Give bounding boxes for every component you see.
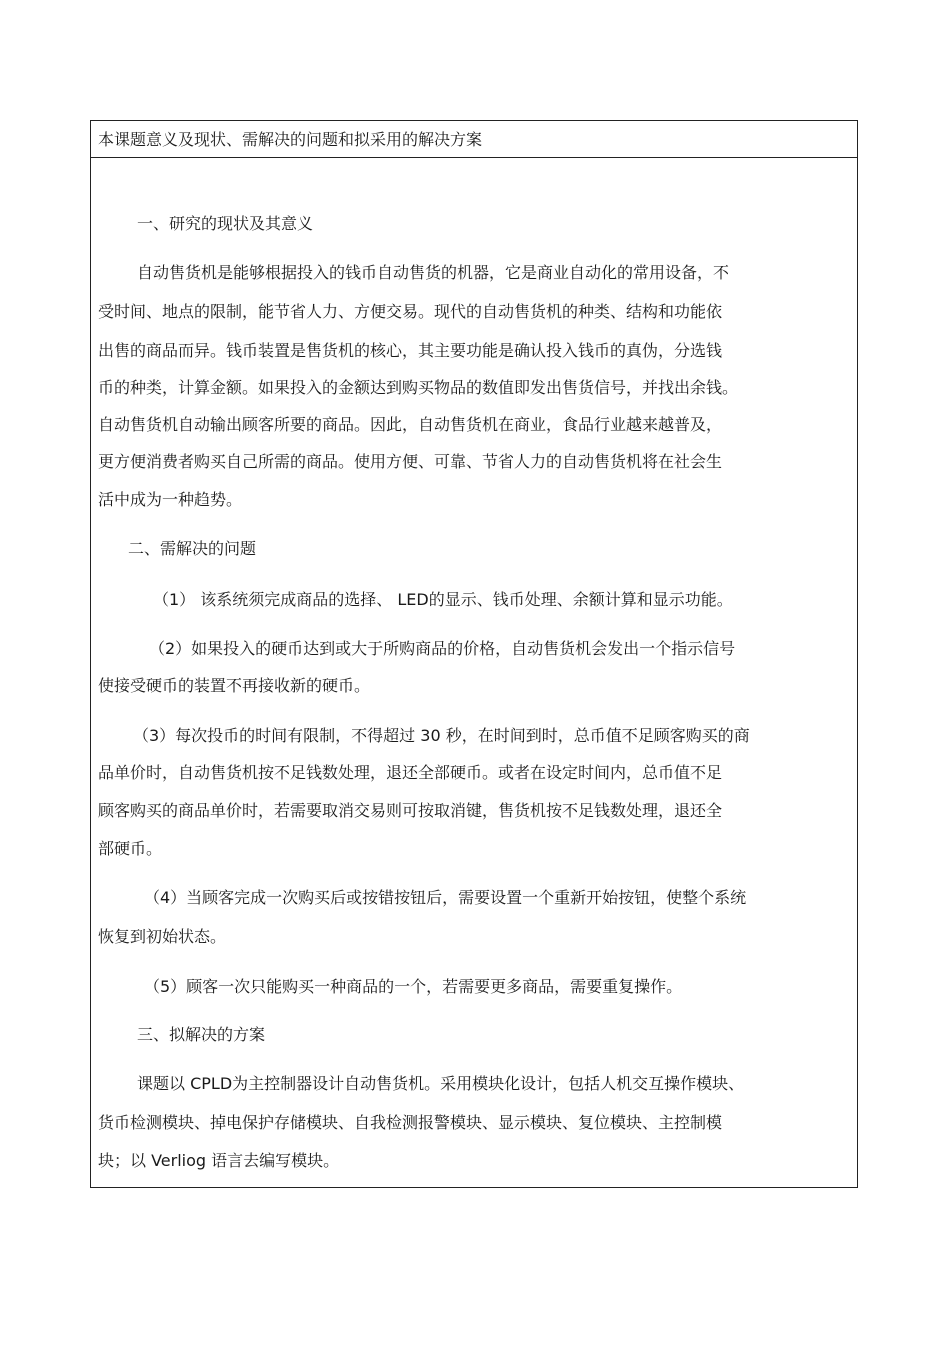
paragraph-line: 货币检测模块、掉电保护存储模块、自我检测报警模块、显示模块、复位模块、主控制模 bbox=[98, 1113, 723, 1132]
table-header: 本课题意义及现状、需解决的问题和拟采用的解决方案 bbox=[91, 121, 857, 158]
paragraph-line: 受时间、地点的限制，能节省人力、方便交易。现代的自动售货机的种类、结构和功能依 bbox=[98, 302, 723, 321]
section-heading: 一、研究的现状及其意义 bbox=[137, 214, 314, 233]
paragraph-line: 更方便消费者购买自己所需的商品。使用方便、可靠、节省人力的自动售货机将在社会生 bbox=[98, 452, 723, 471]
problem-item-4: （4）当顾客完成一次购买后或按错按钮后，需要设置一个重新开始按钮，使整个系统 bbox=[144, 888, 747, 907]
paragraph-line: 出售的商品而异。钱币装置是售货机的核心，其主要功能是确认投入钱币的真伪，分选钱 bbox=[98, 341, 723, 360]
section-heading: 三、拟解决的方案 bbox=[137, 1025, 266, 1044]
paragraph-line: 课题以 CPLD为主控制器设计自动售货机。采用模块化设计，包括人机交互操作模块、 bbox=[137, 1074, 745, 1093]
problem-item-3: （3）每次投币的时间有限制，不得超过 30 秒，在时间到时，总币值不足顾客购买的商 bbox=[133, 726, 750, 745]
problem-item-5: （5）顾客一次只能购买一种商品的一个，若需要更多商品，需要重复操作。 bbox=[144, 977, 683, 996]
problem-item-3-cont: 品单价时，自动售货机按不足钱数处理，退还全部硬币。或者在设定时间内，总币值不足 bbox=[98, 763, 723, 782]
paragraph-line: 块；以 Verliog 语言去编写模块。 bbox=[98, 1151, 340, 1170]
problem-item-2-cont: 使接受硬币的装置不再接收新的硬币。 bbox=[98, 676, 371, 695]
paragraph-line: 币的种类，计算金额。如果投入的金额达到购买物品的数值即发出售货信号，并找出余钱。 bbox=[98, 378, 739, 397]
problem-item-2: （2）如果投入的硬币达到或大于所购商品的价格，自动售货机会发出一个指示信号 bbox=[149, 639, 736, 658]
paragraph-line: 自动售货机自动输出顾客所要的商品。因此，自动售货机在商业，食品行业越来越普及， bbox=[98, 415, 723, 434]
paragraph-line: 自动售货机是能够根据投入的钱币自动售货的机器，它是商业自动化的常用设备，不 bbox=[137, 263, 730, 282]
section-heading: 二、需解决的问题 bbox=[128, 539, 257, 558]
problem-item-3-cont: 顾客购买的商品单价时，若需要取消交易则可按取消键，售货机按不足钱数处理，退还全 bbox=[98, 801, 723, 820]
paragraph-line: 活中成为一种趋势。 bbox=[98, 490, 243, 509]
problem-item-4-cont: 恢复到初始状态。 bbox=[98, 927, 227, 946]
problem-item-3-cont: 部硬币。 bbox=[98, 839, 163, 858]
problem-item-1: （1） 该系统须完成商品的选择、 LED的显示、钱币处理、余额计算和显示功能。 bbox=[153, 590, 733, 609]
document-table bbox=[90, 120, 858, 1188]
